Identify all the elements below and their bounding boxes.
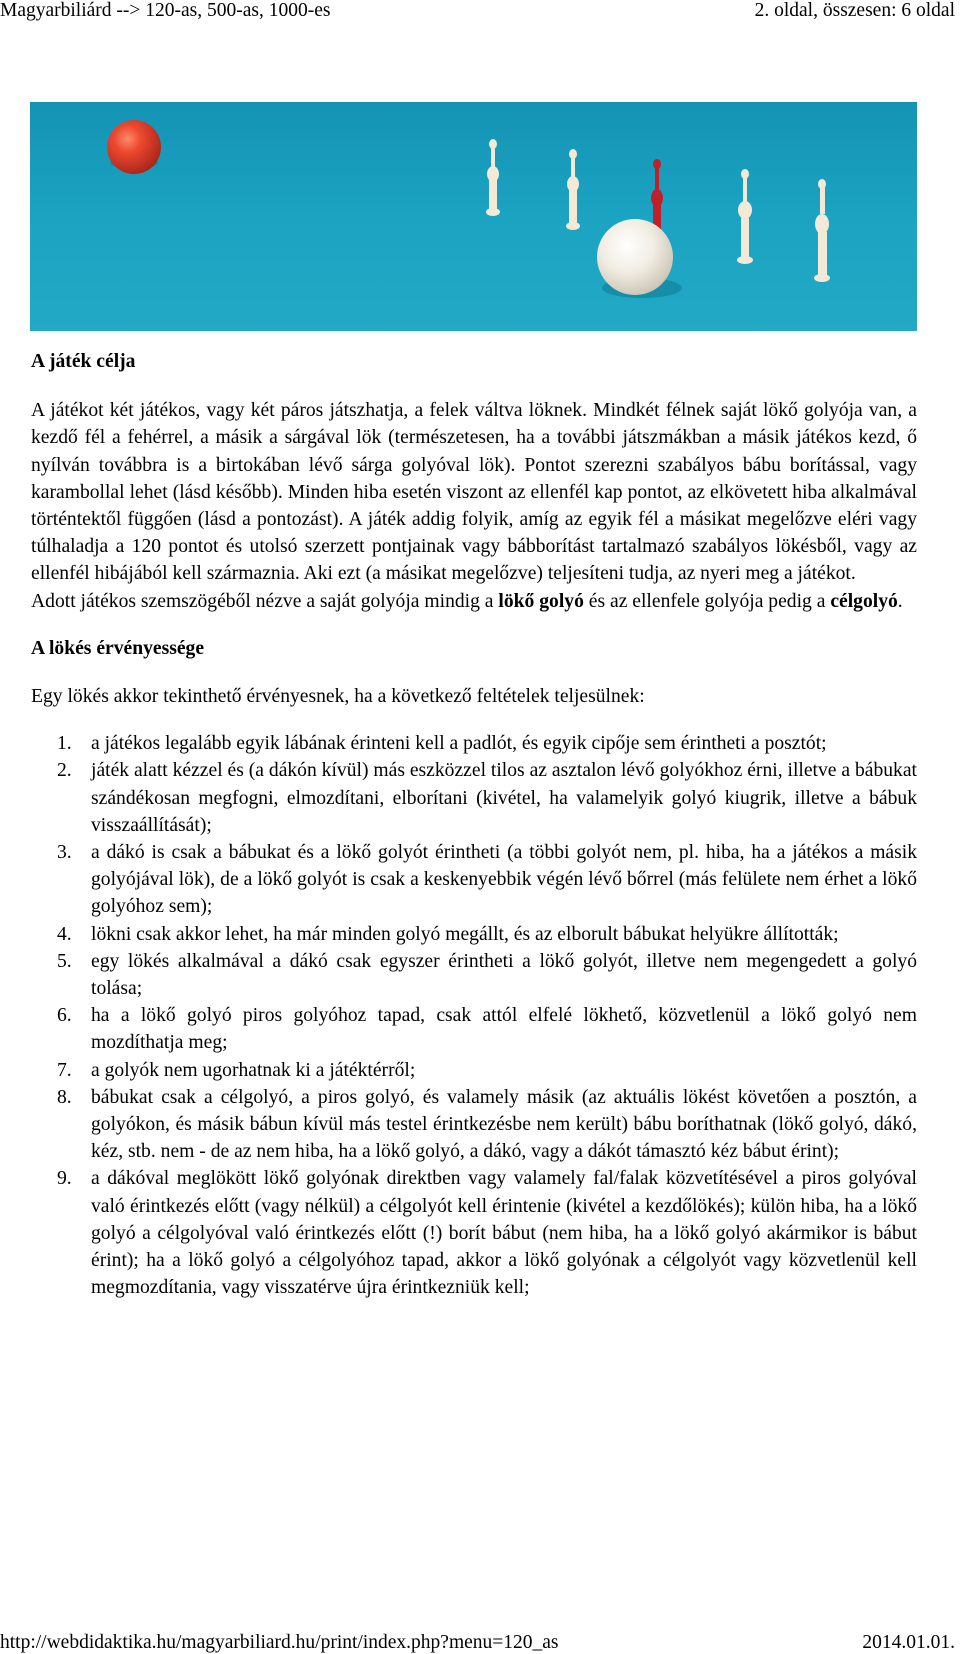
ball-definition-paragraph: Adott játékos szemszögéből nézve a saját golyója mindig a lökő golyó és az ellenfele golyója pedig a célgolyó. [31, 590, 903, 612]
list-item: 2. játék alatt kézzel és (a dákón kívül) más eszközzel tilos az asztalon lévő golyókhoz érni, illetve a bábukat szándékosan megfogni, elmozdítani, elborítani (kivétel, ha valamelyik golyó kiugrik, illetve a bábuk visszaállítását); [57, 760, 917, 836]
billiard-table-photo [30, 102, 917, 331]
footer-url: http://webdidaktika.hu/magyarbiliard.hu/print/index.php?menu=120_as [0, 1632, 559, 1653]
list-item: 5. egy lökés alkalmával a dákó csak egyszer érintheti a lökő golyót, illetve nem megengedett a golyó tolása; [57, 950, 917, 1000]
section-heading-goal: A játék célja [31, 351, 136, 372]
list-item: 4. lökni csak akkor lehet, ha már minden golyó megállt, és az elborult bábukat helyükre állították; [57, 923, 839, 945]
list-item: 8. bábukat csak a célgolyó, a piros golyó, és valamely másik (az aktuális lökést követően a posztón, a golyókon, és másik bábun kívül más testel érintkezésbe nem került) bábu boríthatnak (lökő golyó, dákó, kéz, stb. nem - de az nem hiba, ha a lökő golyó, a dákó, vagy a dákót támasztó kéz bábut érint); [57, 1086, 917, 1163]
footer-date: 2014.01.01. [862, 1632, 955, 1653]
list-item: 7. a golyók nem ugorhatnak ki a játéktérről; [57, 1059, 416, 1081]
header-title: Magyarbiliárd --> 120-as, 500-as, 1000-es [0, 0, 331, 21]
list-item: 3. a dákó is csak a bábukat és a lökő golyót érintheti (a többi golyót nem, pl. hiba, ha a játékos a másik golyójával lök), de a lökő golyót is csak a keskenyebbik végén lévő bőrrel (más felülete nem érhet a lökő golyóhoz sem); [57, 842, 917, 918]
term-lokogolyo: lökő golyó [498, 590, 584, 612]
rules-list [31, 730, 917, 1301]
goal-paragraph: A játékot két játékos, vagy két páros játszhatja, a felek váltva löknek. Mindkét félnek saját lökő golyója van, a kezdő fél a fehérrel, a másik a sárgával lök (természetesen, ha a további játszmákban a másik játékos kezd, ő nyílván továbbra is a birtokában lévő sárga golyóval lök). Pontot szerezni szabályos bábu borítással, vagy karambollal lehet (lásd később). Minden hiba esetén viszont az ellenfél kap pontot, az elkövetett hiba alkalmával történtektől függően (lásd a pontozást). A játék addig folyik, amíg az egyik fél a másikat megelőzve eléri vagy túlhaladja a 120 pontot és utolsó szerzett pontjainak vagy bábborítást tartalmazó szabályos lökésből, vagy az ellenfél hibájából kell származnia. Aki ezt (a másikat megelőzve) teljesíteni tudja, az nyeri meg a játékot. [31, 400, 917, 585]
page-content [31, 348, 917, 1302]
page-info: 2. oldal, összesen: 6 oldal [754, 0, 955, 21]
list-item: 6. ha a lökő golyó piros golyóhoz tapad, csak attól elfelé lökhető, közvetlenül a lökő golyó nem mozdíthatja meg; [57, 1005, 917, 1054]
list-item: 1. a játékos legalább egyik lábának érinteni kell a padlót, és egyik cipője sem érintheti a posztót; [57, 733, 827, 755]
red-ball [107, 120, 161, 174]
list-item: 9. a dákóval meglökött lökő golyónak direktben vagy valamely fal/falak közvetítésével a piros golyóval való érintkezés előtt (vagy nélkül) a célgolyót kell érintenie (kivétel a kezdőlökés); külön hiba, ha a lökő golyó a célgolyóval való érintkezés előtt (!) borít bábut (nem hiba, ha a lökő golyó akármikor is bábut érint); ha a lökő golyó a célgolyóhoz tapad, akkor a lökő golyónak a célgolyót vagy közvetlenül kell megmozdítania, vagy visszatérve újra érintkezniük kell; [57, 1168, 917, 1299]
section-heading-validity: A lökés érvényessége [31, 637, 205, 659]
validity-intro: Egy lökés akkor tekinthető érvényesnek, ha a következő feltételek teljesülnek: [31, 686, 645, 708]
term-celgolyo: célgolyó [830, 590, 898, 612]
